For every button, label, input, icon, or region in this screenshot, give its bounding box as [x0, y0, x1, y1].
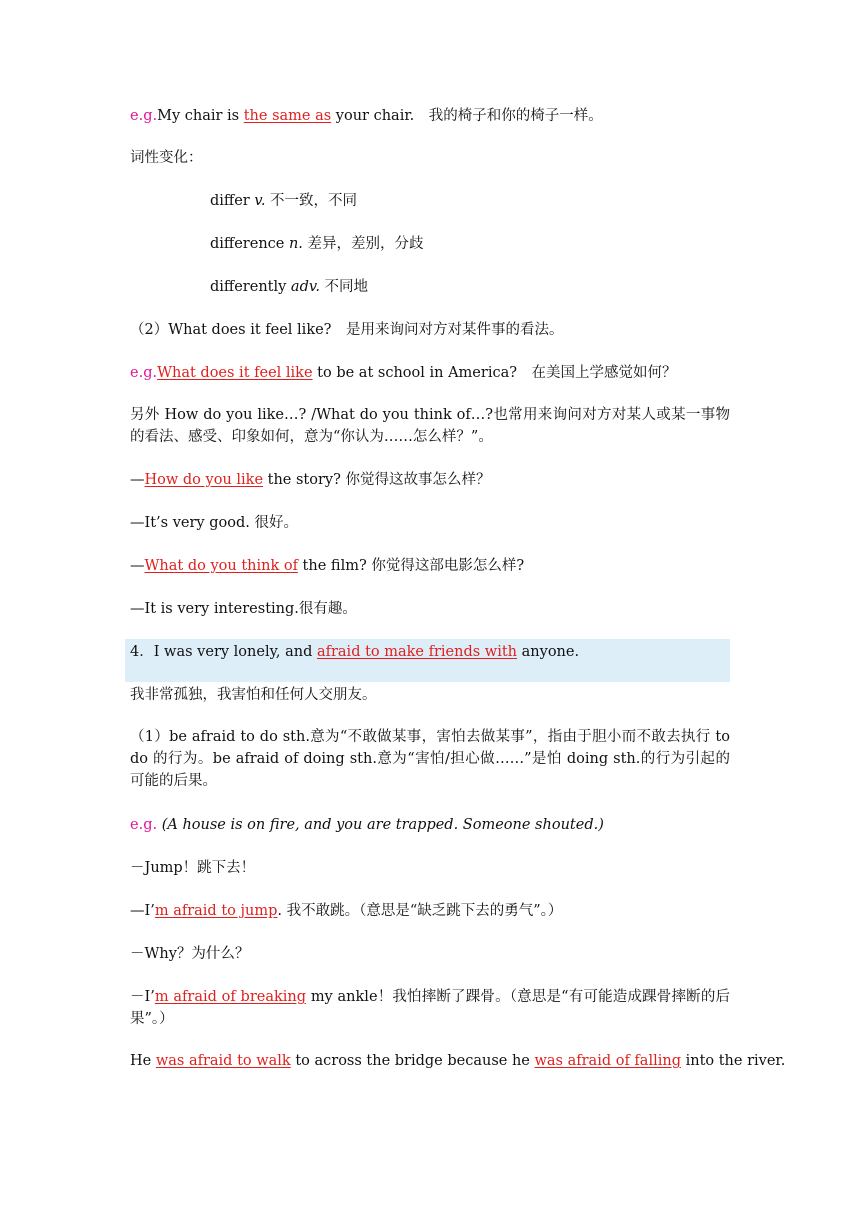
part-of-speech: n. [288, 236, 303, 252]
text: your chair. 我的椅子和你的椅子一样。 [331, 108, 603, 124]
key-phrase: was afraid of falling [534, 1053, 681, 1069]
text: my ankle！我怕摔断了踝骨。（意思是“有可能造成踝骨摔断的后果”。） [130, 989, 730, 1027]
word-form-difference [210, 233, 424, 255]
key-phrase: How do you like [144, 472, 264, 488]
dialogue-line: —It is very interesting.很有趣。 [130, 601, 357, 617]
text: differently [210, 279, 291, 295]
text: 不一致，不同 [265, 193, 358, 209]
key-phrase: afraid to make friends with [316, 644, 518, 660]
key-phrase: the same as [243, 108, 332, 124]
text: He [130, 1053, 156, 1069]
key-phrase: What does it feel like [157, 365, 313, 381]
word-form-differently [210, 276, 368, 298]
text: —I’ [130, 903, 155, 919]
text: 4．I was very lonely, and [130, 644, 317, 660]
text: －I’ [130, 989, 155, 1005]
word-form-differ [210, 190, 357, 212]
key-phrase: m afraid to jump [154, 903, 278, 919]
dialogue-line [130, 900, 562, 922]
text: the film? 你觉得这部电影怎么样? [297, 558, 525, 574]
example-feel-like [130, 362, 677, 384]
eg-label: e.g. [130, 365, 158, 381]
text: My chair is [157, 108, 244, 124]
text: 不同地 [319, 279, 369, 295]
part-of-speech: v. [254, 193, 266, 209]
eg-label: e.g. [130, 817, 158, 833]
dialogue-line [130, 986, 730, 1030]
key-phrase: was afraid to walk [155, 1053, 291, 1069]
dialogue-line: －Jump！跳下去！ [130, 860, 256, 876]
text: (A house is on fire, and you are trapped. Someone shouted.) [157, 817, 604, 833]
word-forms-heading: 词性变化： [130, 150, 203, 166]
key-phrase: m afraid of breaking [154, 989, 307, 1005]
text: to be at school in America? 在美国上学感觉如何？ [312, 365, 677, 381]
dialogue-line [130, 555, 524, 577]
text: to across the bridge because he [290, 1053, 535, 1069]
key-phrase: What do you think of [144, 558, 298, 574]
text: — [130, 558, 145, 574]
dialogue-line [130, 469, 491, 491]
sentence-4-translation: 我非常孤独，我害怕和任何人交朋友。 [130, 687, 377, 703]
example-afraid [130, 1050, 785, 1072]
example-scenario [130, 814, 604, 836]
example-same-as [130, 105, 603, 127]
paragraph-other-phrases: 另外 How do you like…? /What do you think of…?也常用来询问对方对某人或某一事物的看法、感受、印象如何，意为“你认为……怎么样？”。 [130, 407, 730, 445]
text: difference [210, 236, 289, 252]
part-of-speech: adv. [290, 279, 320, 295]
text: — [130, 472, 145, 488]
point-1-explanation: （1）be afraid to do sth.意为“不敢做某事，害怕去做某事”，指由于胆小而不敢去执行 to do 的行为。be afraid of doing sth.意为“害怕/担心做……”是怕 doing sth.的行为引起的可能的后果。 [130, 729, 730, 789]
dialogue-line: －Why？为什么？ [130, 946, 250, 962]
point-2-heading: （2）What does it feel like? 是用来询问对方对某件事的看法。 [130, 322, 564, 338]
text: 差异，差别，分歧 [302, 236, 424, 252]
dialogue-line: —It’s very good. 很好。 [130, 515, 298, 531]
text: differ [210, 193, 255, 209]
text: into the river. [680, 1053, 786, 1069]
eg-label: e.g. [130, 108, 158, 124]
text: . 我不敢跳。（意思是“缺乏跳下去的勇气”。） [277, 903, 563, 919]
text: the story? 你觉得这故事怎么样？ [263, 472, 491, 488]
text: anyone. [517, 644, 580, 660]
sentence-4 [130, 641, 579, 663]
